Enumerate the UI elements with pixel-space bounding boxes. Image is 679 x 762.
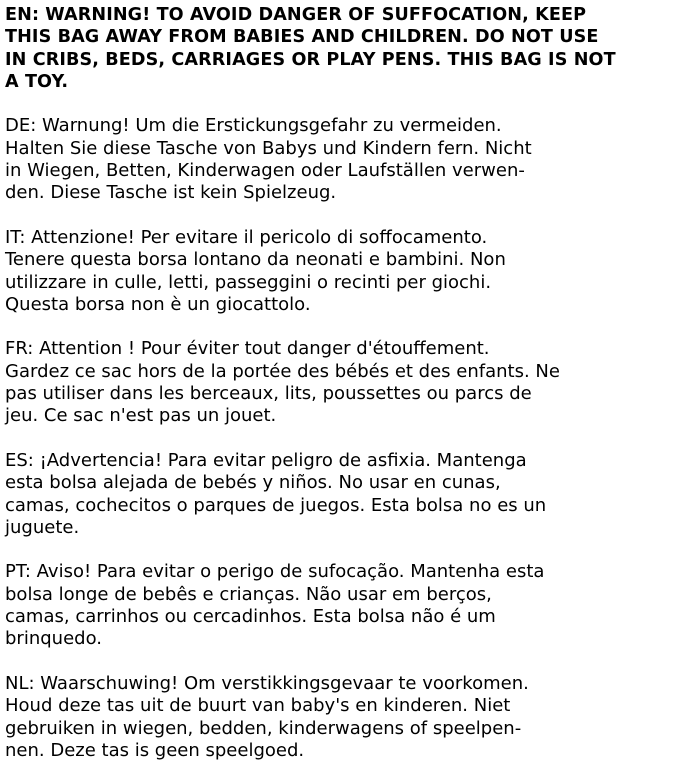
warning-line: A TOY. <box>5 71 69 92</box>
warning-nl <box>5 673 677 762</box>
warning-line: Houd deze tas uit de buurt van baby's en kinderen. Niet <box>5 695 511 717</box>
warning-line: in Wiegen, Betten, Kinderwagen oder Laufställen verwen- <box>5 160 525 182</box>
warning-line: EN: WARNING! TO AVOID DANGER OF SUFFOCATION, KEEP <box>5 5 587 25</box>
warning-de <box>5 115 677 204</box>
warning-line: Tenere questa borsa lontano da neonati e bambini. Non <box>5 249 506 271</box>
warning-line: FR: Attention ! Pour éviter tout danger d'étouffement. <box>5 338 490 360</box>
warning-line: PT: Aviso! Para evitar o perigo de sufocação. Mantenha esta <box>5 561 545 583</box>
warning-line: gebruiken in wiegen, bedden, kinderwagens of speelpen- <box>5 717 522 739</box>
warning-line: Halten Sie diese Tasche von Babys und Kindern fern. Nicht <box>5 137 532 159</box>
warning-line: THIS BAG AWAY FROM BABIES AND CHILDREN. DO NOT USE <box>5 27 599 48</box>
warning-line: esta bolsa alejada de bebés y niños. No usar en cunas, <box>5 472 501 494</box>
warning-it <box>5 227 677 316</box>
suffocation-warning-document <box>5 4 677 762</box>
warning-line: juguete. <box>5 516 80 538</box>
warning-line: ES: ¡Advertencia! Para evitar peligro de asfixia. Mantenga <box>5 449 527 471</box>
warning-line: IN CRIBS, BEDS, CARRIAGES OR PLAY PENS. THIS BAG IS NOT <box>5 49 616 70</box>
warning-line: Gardez ce sac hors de la portée des bébés et des enfants. Ne <box>5 360 560 382</box>
warning-en <box>5 4 677 93</box>
warning-line: DE: Warnung! Um die Erstickungsgefahr zu vermeiden. <box>5 115 502 137</box>
warning-line: jeu. Ce sac n'est pas un jouet. <box>5 405 277 427</box>
warning-line: nen. Deze tas is geen speelgoed. <box>5 739 305 761</box>
warning-line: utilizzare in culle, letti, passeggini o recinti per giochi. <box>5 271 492 293</box>
warning-line: camas, carrinhos ou cercadinhos. Esta bolsa não é um <box>5 606 496 628</box>
warning-line: brinquedo. <box>5 628 102 650</box>
warning-line: camas, cochecitos o parques de juegos. Esta bolsa no es un <box>5 494 547 516</box>
warning-es <box>5 450 677 539</box>
warning-line: den. Diese Tasche ist kein Spielzeug. <box>5 182 337 204</box>
warning-line: Questa borsa non è un giocattolo. <box>5 293 311 315</box>
warning-line: bolsa longe de bebês e crianças. Não usar em berços, <box>5 583 492 605</box>
warning-line: IT: Attenzione! Per evitare il pericolo di soffocamento. <box>5 226 488 248</box>
warning-pt <box>5 561 677 650</box>
warning-line: NL: Waarschuwing! Om verstikkingsgevaar te voorkomen. <box>5 672 529 694</box>
warning-line: pas utiliser dans les berceaux, lits, poussettes ou parcs de <box>5 383 532 405</box>
warning-fr <box>5 338 677 427</box>
